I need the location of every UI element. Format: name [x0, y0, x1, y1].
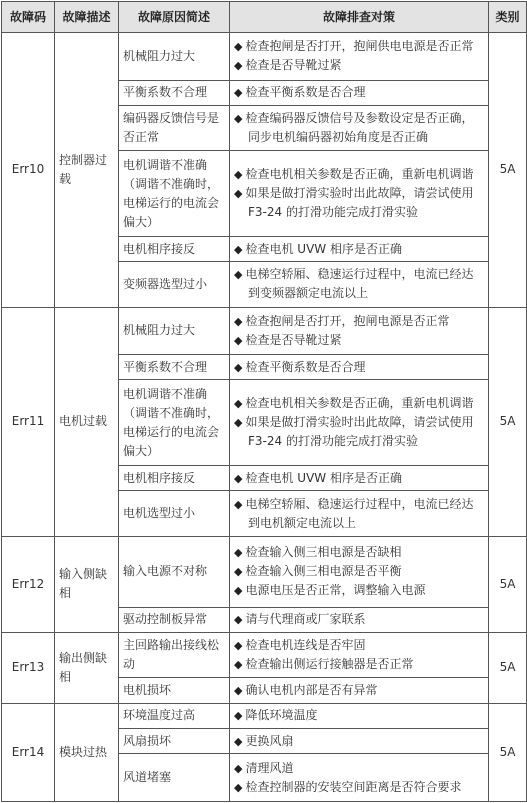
black-diamond-icon: ◆ — [234, 780, 243, 794]
countermeasure-cell — [230, 754, 489, 802]
countermeasure-text: 如果是做打滑实验时出此故障，请尝试使用F3-24 的打滑功能完成打滑实验 — [245, 415, 474, 449]
countermeasure-text: 检查电机 UVW 相序是否正确 — [245, 241, 402, 256]
table-row — [2, 307, 527, 355]
countermeasure-text: 检查电机相关参数是否正确，重新电机调谐 — [245, 396, 474, 411]
countermeasure-item — [234, 331, 484, 350]
table-row — [2, 536, 527, 607]
countermeasure-cell — [230, 632, 489, 677]
countermeasure-text: 检查控制器的安装空间距离是否符合要求 — [245, 779, 462, 794]
countermeasure-cell — [230, 607, 489, 632]
black-diamond-icon: ◆ — [234, 471, 243, 485]
black-diamond-icon: ◆ — [234, 658, 243, 672]
countermeasure-item — [234, 165, 484, 184]
fault-cause-cell: 电机损坏 — [119, 678, 230, 703]
countermeasure-cell — [230, 703, 489, 728]
countermeasure-item — [234, 636, 484, 655]
fault-code-cell: Err13 — [2, 632, 55, 703]
countermeasure-text: 请与代理商或厂家联系 — [245, 612, 366, 627]
countermeasure-item — [234, 778, 484, 797]
countermeasure-cell — [230, 728, 489, 753]
header-fault-cause: 故障原因简述 — [119, 2, 230, 33]
countermeasure-text: 确认电机内部是否有异常 — [245, 682, 378, 697]
countermeasure-item — [234, 655, 484, 674]
countermeasure-text: 电源电压是否正常，调整输入电源 — [245, 583, 426, 598]
fault-cause-cell: 电机选型过小 — [119, 491, 230, 536]
countermeasure-item — [234, 562, 484, 581]
countermeasure-item — [234, 610, 484, 629]
fault-table-body — [2, 33, 527, 802]
fault-cause-cell: 环境温度过高 — [119, 703, 230, 728]
countermeasure-item — [234, 37, 484, 56]
fault-cause-cell: 电机相序接反 — [119, 466, 230, 491]
countermeasure-item — [234, 240, 484, 259]
fault-cause-cell: 电机调谐不准确（调谐不准确时，电梯运行的电流会偏大） — [119, 380, 230, 466]
countermeasure-cell — [230, 236, 489, 261]
countermeasure-cell — [230, 262, 489, 307]
countermeasure-text: 检查输入侧三相电源是否平衡 — [245, 564, 402, 579]
countermeasure-text: 清理风道 — [245, 760, 294, 775]
countermeasure-item — [234, 312, 484, 331]
fault-code-cell: Err11 — [2, 307, 55, 536]
fault-cause-cell: 电机相序接反 — [119, 236, 230, 261]
black-diamond-icon: ◆ — [234, 683, 243, 697]
fault-cause-cell: 机械阻力过大 — [119, 33, 230, 81]
countermeasure-item — [234, 109, 484, 147]
black-diamond-icon: ◆ — [234, 397, 243, 411]
fault-code-cell: Err10 — [2, 33, 55, 308]
header-category: 类别 — [489, 2, 527, 33]
countermeasure-cell — [230, 536, 489, 607]
table-header-row — [2, 2, 527, 33]
countermeasure-item — [234, 394, 484, 413]
countermeasure-cell — [230, 151, 489, 237]
table-row — [2, 632, 527, 677]
fault-description-cell: 电机过载 — [55, 307, 119, 536]
fault-cause-cell: 风扇损坏 — [119, 728, 230, 753]
fault-cause-cell: 变频器选型过小 — [119, 262, 230, 307]
countermeasure-item — [234, 681, 484, 700]
countermeasure-text: 电梯空轿厢、稳速运行过程中，电流已经达到电机额定电流以上 — [245, 496, 474, 530]
header-fault-description: 故障描述 — [55, 2, 119, 33]
header-fault-code: 故障码 — [2, 2, 55, 33]
black-diamond-icon: ◆ — [234, 333, 243, 347]
countermeasure-text: 检查是否导靴过紧 — [245, 58, 342, 73]
black-diamond-icon: ◆ — [234, 112, 243, 126]
black-diamond-icon: ◆ — [234, 584, 243, 598]
fault-cause-cell: 机械阻力过大 — [119, 307, 230, 355]
countermeasure-cell — [230, 307, 489, 355]
countermeasure-item — [234, 732, 484, 751]
fault-table — [1, 1, 527, 802]
black-diamond-icon: ◆ — [234, 734, 243, 748]
black-diamond-icon: ◆ — [234, 709, 243, 723]
black-diamond-icon: ◆ — [234, 242, 243, 256]
countermeasure-text: 更换风扇 — [245, 733, 294, 748]
black-diamond-icon: ◆ — [234, 761, 243, 775]
black-diamond-icon: ◆ — [234, 416, 243, 430]
header-countermeasure: 故障排查对策 — [230, 2, 489, 33]
black-diamond-icon: ◆ — [234, 268, 243, 282]
fault-description-cell: 输出侧缺相 — [55, 632, 119, 703]
countermeasure-text: 检查是否导靴过紧 — [245, 332, 342, 347]
fault-category-cell: 5A — [489, 703, 527, 801]
countermeasure-text: 检查电机连线是否牢固 — [245, 638, 366, 653]
countermeasure-text: 检查编码器反馈信号及参数设定是否正确，同步电机编码器初始角度是否正确 — [245, 111, 474, 145]
fault-cause-cell: 编码器反馈信号是否正常 — [119, 105, 230, 150]
fault-description-cell: 模块过热 — [55, 703, 119, 801]
countermeasure-text: 电梯空轿厢、稳速运行过程中，电流已经达到变频器额定电流以上 — [245, 267, 474, 301]
black-diamond-icon: ◆ — [234, 314, 243, 328]
countermeasure-item — [234, 581, 484, 600]
countermeasure-item — [234, 265, 484, 303]
countermeasure-cell — [230, 80, 489, 105]
countermeasure-cell — [230, 466, 489, 491]
fault-category-cell: 5A — [489, 536, 527, 632]
countermeasure-cell — [230, 105, 489, 150]
countermeasure-item — [234, 543, 484, 562]
black-diamond-icon: ◆ — [234, 86, 243, 100]
countermeasure-item — [234, 413, 484, 451]
black-diamond-icon: ◆ — [234, 565, 243, 579]
countermeasure-cell — [230, 491, 489, 536]
fault-cause-cell: 主回路输出接线松动 — [119, 632, 230, 677]
black-diamond-icon: ◆ — [234, 613, 243, 627]
fault-description-cell: 控制器过载 — [55, 33, 119, 308]
countermeasure-item — [234, 706, 484, 725]
black-diamond-icon: ◆ — [234, 546, 243, 560]
countermeasure-text: 检查输出侧运行接触器是否正常 — [245, 657, 414, 672]
countermeasure-item — [234, 495, 484, 533]
fault-cause-cell: 平衡系数不合理 — [119, 80, 230, 105]
fault-cause-cell: 电机调谐不准确（调谐不准确时，电梯运行的电流会偏大） — [119, 151, 230, 237]
fault-cause-cell: 平衡系数不合理 — [119, 355, 230, 380]
table-row — [2, 33, 527, 81]
black-diamond-icon: ◆ — [234, 639, 243, 653]
countermeasure-text: 检查输入侧三相电源是否缺相 — [245, 545, 402, 560]
countermeasure-cell — [230, 33, 489, 81]
fault-category-cell: 5A — [489, 33, 527, 308]
countermeasure-text: 检查平衡系数是否合理 — [245, 85, 366, 100]
fault-description-cell: 输入侧缺相 — [55, 536, 119, 632]
countermeasure-text: 如果是做打滑实验时出此故障，请尝试使用F3-24 的打滑功能完成打滑实验 — [245, 186, 474, 220]
countermeasure-item — [234, 759, 484, 778]
black-diamond-icon: ◆ — [234, 360, 243, 374]
countermeasure-text: 降低环境温度 — [245, 708, 318, 723]
countermeasure-item — [234, 469, 484, 488]
countermeasure-text: 检查抱闸是否打开，抱闸供电电源是否正常 — [245, 39, 474, 54]
fault-cause-cell: 驱动控制板异常 — [119, 607, 230, 632]
black-diamond-icon: ◆ — [234, 40, 243, 54]
countermeasure-cell — [230, 355, 489, 380]
countermeasure-item — [234, 184, 484, 222]
fault-cause-cell: 输入电源不对称 — [119, 536, 230, 607]
countermeasure-cell — [230, 380, 489, 466]
fault-cause-cell: 风道堵塞 — [119, 754, 230, 802]
black-diamond-icon: ◆ — [234, 187, 243, 201]
black-diamond-icon: ◆ — [234, 59, 243, 73]
countermeasure-item — [234, 83, 484, 102]
black-diamond-icon: ◆ — [234, 497, 243, 511]
countermeasure-text: 检查平衡系数是否合理 — [245, 359, 366, 374]
countermeasure-text: 检查抱闸是否打开，抱闸电源是否正常 — [245, 313, 450, 328]
black-diamond-icon: ◆ — [234, 168, 243, 182]
fault-category-cell: 5A — [489, 307, 527, 536]
countermeasure-item — [234, 56, 484, 75]
countermeasure-cell — [230, 678, 489, 703]
fault-code-cell: Err14 — [2, 703, 55, 801]
countermeasure-text: 检查电机相关参数是否正确，重新电机调谐 — [245, 167, 474, 182]
countermeasure-text: 检查电机 UVW 相序是否正确 — [245, 470, 402, 485]
table-row — [2, 703, 527, 728]
fault-category-cell: 5A — [489, 632, 527, 703]
countermeasure-item — [234, 358, 484, 377]
fault-code-cell: Err12 — [2, 536, 55, 632]
